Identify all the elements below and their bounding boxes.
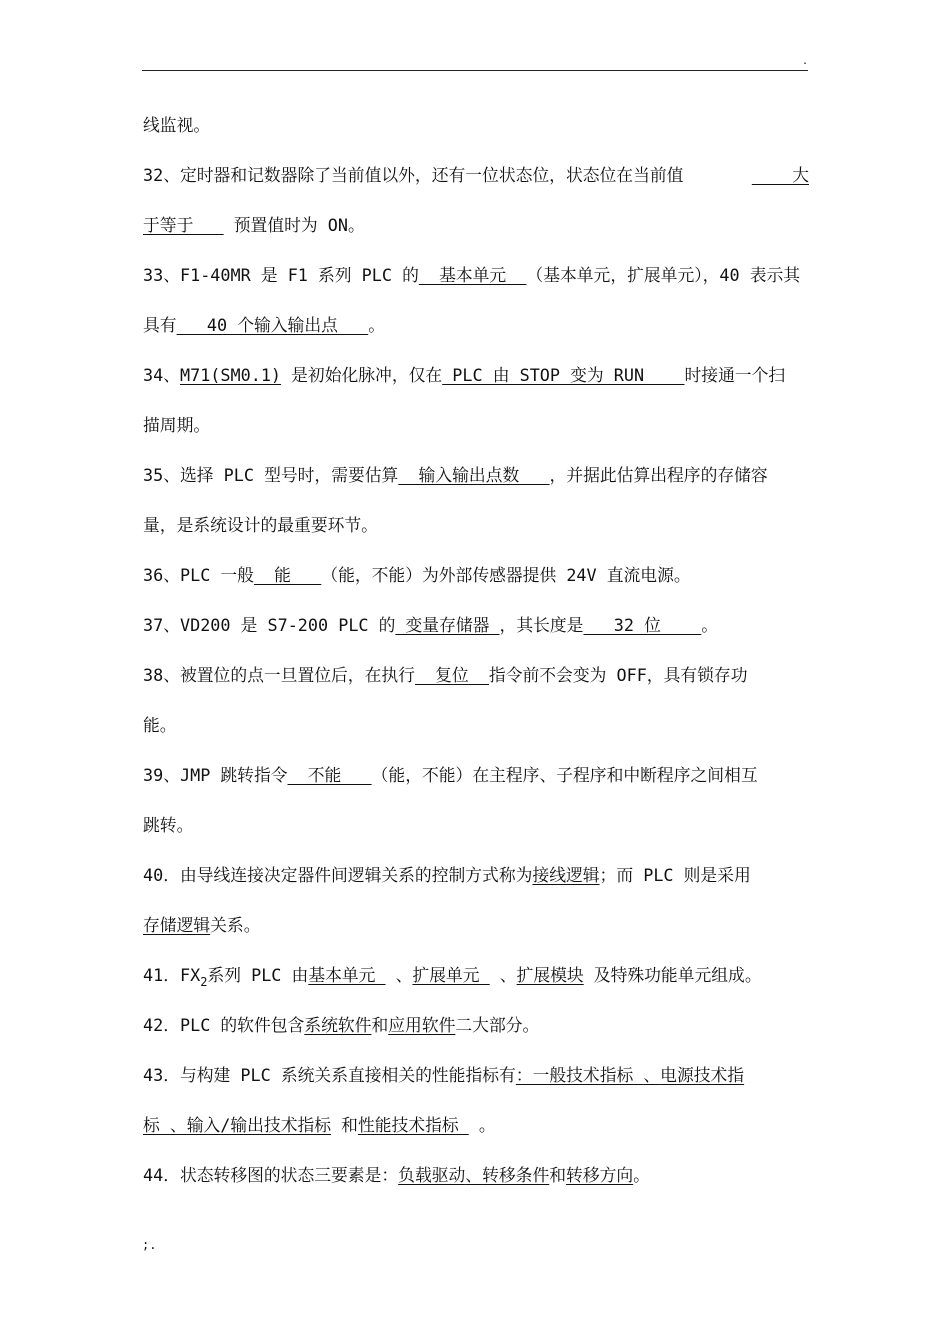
document-body bbox=[143, 100, 809, 1200]
answer-blank: 于等于 bbox=[143, 215, 224, 235]
text: 具有 bbox=[143, 315, 177, 335]
text: 38、被置位的点一旦置位后，在执行 bbox=[143, 665, 415, 685]
text: （能，不能）在主程序、子程序和中断程序之间相互 bbox=[371, 765, 758, 785]
answer-blank: 不能 bbox=[287, 765, 372, 785]
answer-blank: 系统软件 bbox=[304, 1015, 372, 1035]
text: 线监视。 bbox=[143, 115, 211, 135]
text: 。 bbox=[468, 1115, 496, 1135]
text: ，并据此估算出程序的存储容 bbox=[549, 465, 768, 485]
answer-blank: 基本单元 bbox=[308, 965, 386, 985]
answer-blank: 32 位 bbox=[583, 615, 702, 635]
text: 44．状态转移图的状态三要素是： bbox=[143, 1165, 399, 1185]
answer-blank: 应用软件 bbox=[388, 1015, 456, 1035]
answer-blank: ：一般技术指标 bbox=[515, 1065, 644, 1085]
question-40-line-2 bbox=[143, 900, 809, 950]
answer-blank: M71(SM0.1) bbox=[180, 365, 282, 385]
text: 、 bbox=[385, 965, 413, 985]
text: 37、VD200 是 S7-200 PLC 的 bbox=[143, 615, 396, 635]
text: 跳转。 bbox=[143, 815, 194, 835]
text: 40．由导线连接决定器件间逻辑关系的控制方式称为 bbox=[143, 865, 533, 885]
answer-blank: 变量存储器 bbox=[395, 615, 500, 635]
answer-blank: 输入输出点数 bbox=[398, 465, 550, 485]
text: 。 bbox=[368, 315, 385, 335]
separator: 、 bbox=[643, 1065, 661, 1085]
text: 和 bbox=[549, 1165, 567, 1185]
question-32-line-1 bbox=[143, 150, 809, 200]
text: 量，是系统设计的最重要环节。 bbox=[143, 515, 378, 535]
text: （基本单元，扩展单元），40 表示其 bbox=[526, 265, 801, 285]
question-38-line-1 bbox=[143, 650, 809, 700]
question-34-line-1 bbox=[143, 350, 809, 400]
answer-blank: 存储逻辑 bbox=[143, 915, 211, 935]
separator: 、 bbox=[465, 1165, 483, 1185]
answer-blank: 大 bbox=[751, 165, 809, 185]
question-32-line-2 bbox=[143, 200, 809, 250]
text: 和 bbox=[331, 1115, 358, 1135]
answer-blank: 电源技术指 bbox=[660, 1065, 745, 1085]
answer-blank: 复位 bbox=[414, 665, 489, 685]
text: 及特殊功能单元组成。 bbox=[583, 965, 762, 985]
answer-blank: 转移方向 bbox=[566, 1165, 634, 1185]
answer-blank: 40 个输入输出点 bbox=[176, 315, 369, 335]
text: 指令前不会变为 OFF，具有锁存功 bbox=[488, 665, 748, 685]
text: 。 bbox=[633, 1165, 650, 1185]
question-43-line-2 bbox=[143, 1100, 809, 1150]
question-33-line-2 bbox=[143, 300, 809, 350]
question-43-line-1 bbox=[143, 1050, 809, 1100]
answer-blank: 扩展单元 bbox=[412, 965, 490, 985]
text: 时接通一个扫 bbox=[684, 365, 786, 385]
text: 、 bbox=[489, 965, 517, 985]
answer-blank: 接线逻辑 bbox=[532, 865, 600, 885]
answer-blank: PLC 由 STOP 变为 RUN bbox=[442, 365, 685, 385]
question-42-line bbox=[143, 1000, 809, 1050]
text: 36、PLC 一般 bbox=[143, 565, 254, 585]
text: 关系。 bbox=[210, 915, 261, 935]
text: 二大部分。 bbox=[455, 1015, 540, 1035]
text: 和 bbox=[371, 1015, 389, 1035]
text: 35、选择 PLC 型号时，需要估算 bbox=[143, 465, 399, 485]
text: 描周期。 bbox=[143, 415, 211, 435]
text: 32、定时器和记数器除了当前值以外，还有一位状态位，状态位在当前值 bbox=[143, 165, 684, 185]
text: 42．PLC 的软件包含 bbox=[143, 1015, 305, 1035]
header-rule bbox=[142, 70, 808, 71]
question-33-line-1 bbox=[143, 250, 809, 300]
question-44-line bbox=[143, 1150, 809, 1200]
question-39-line-2 bbox=[143, 800, 809, 850]
text-line bbox=[143, 100, 809, 150]
text: （能，不能）为外部传感器提供 24V 直流电源。 bbox=[321, 565, 691, 585]
question-37-line bbox=[143, 600, 809, 650]
text: 系列 PLC 由 bbox=[207, 965, 309, 985]
question-41-line bbox=[143, 950, 809, 1000]
question-38-line-2 bbox=[143, 700, 809, 750]
text: 43．与构建 PLC 系统关系直接相关的性能指标有 bbox=[143, 1065, 516, 1085]
text: 。 bbox=[701, 615, 719, 635]
answer-blank: 标 bbox=[143, 1115, 170, 1135]
text: 预置值时为 ON。 bbox=[223, 215, 365, 235]
text: 是初始化脉冲，仅在 bbox=[281, 365, 443, 385]
subscript: 2 bbox=[200, 975, 208, 989]
question-36-line bbox=[143, 550, 809, 600]
answer-blank: 输入/输出技术指标 bbox=[186, 1115, 332, 1135]
text: 34、 bbox=[143, 365, 180, 385]
answer-blank: 基本单元 bbox=[418, 265, 527, 285]
answer-blank: 负载驱动 bbox=[398, 1165, 466, 1185]
question-35-line-2 bbox=[143, 500, 809, 550]
answer-blank: 性能技术指标 bbox=[357, 1115, 469, 1135]
text: ，其长度是 bbox=[499, 615, 584, 635]
separator: 、 bbox=[169, 1115, 187, 1135]
footer-mark: ;. bbox=[142, 1238, 157, 1252]
header-mark: . bbox=[802, 56, 809, 67]
answer-blank: 转移条件 bbox=[482, 1165, 550, 1185]
text: 33、F1-40MR 是 F1 系列 PLC 的 bbox=[143, 265, 419, 285]
text: 能。 bbox=[143, 715, 177, 735]
question-40-line-1 bbox=[143, 850, 809, 900]
text: ；而 PLC 则是采用 bbox=[599, 865, 751, 885]
question-34-line-2 bbox=[143, 400, 809, 450]
answer-blank: 能 bbox=[253, 565, 322, 585]
text: 39、JMP 跳转指令 bbox=[143, 765, 288, 785]
answer-blank: 扩展模块 bbox=[516, 965, 584, 985]
question-39-line-1 bbox=[143, 750, 809, 800]
text: 41．FX bbox=[143, 965, 201, 985]
question-35-line-1 bbox=[143, 450, 809, 500]
